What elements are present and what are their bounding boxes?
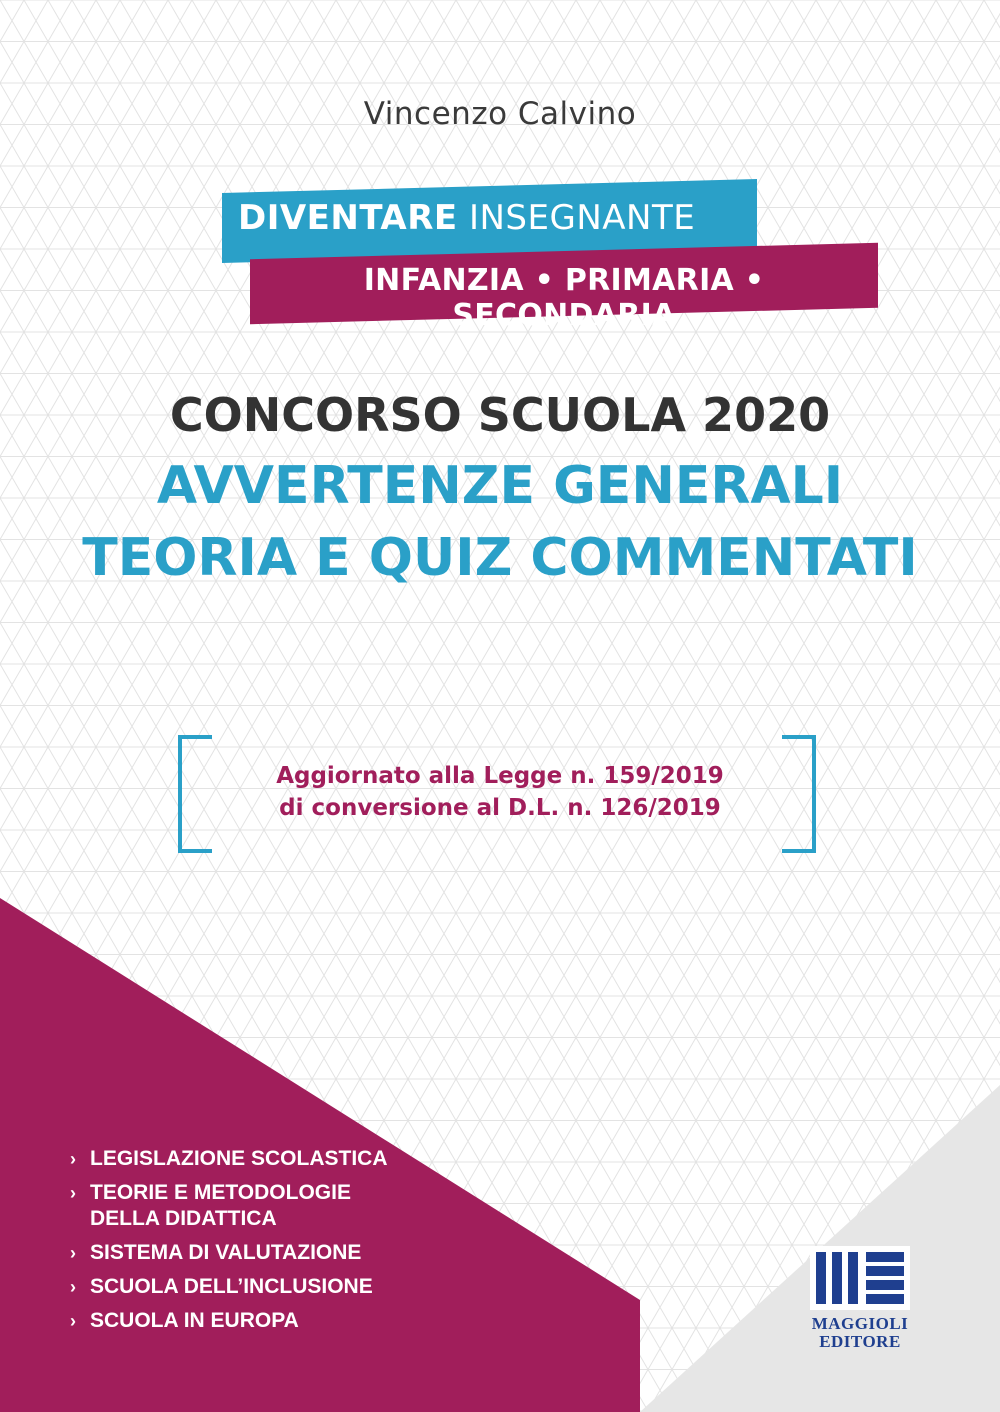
author-name: Vincenzo Calvino	[363, 96, 637, 132]
topic-text: TEORIE E METODOLOGIE	[90, 1181, 351, 1204]
book-title-line3: TEORIA E QUIZ COMMENTATI	[82, 528, 918, 588]
topic-item	[70, 1146, 388, 1172]
left-bracket	[178, 735, 212, 853]
maggioli-logo-icon	[810, 1246, 910, 1310]
topics-list	[70, 1146, 388, 1342]
book-title-line1: CONCORSO SCUOLA 2020	[169, 388, 831, 442]
book-title-line2: AVVERTENZE GENERALI	[156, 456, 844, 516]
right-bracket	[782, 735, 816, 853]
chevron-right-icon: ›	[70, 1277, 76, 1297]
update-note-line1: Aggiornato alla Legge n. 159/2019	[276, 763, 724, 789]
publisher-name-sub: EDITORE	[819, 1332, 901, 1351]
school-levels: INFANZIA • PRIMARIA • SECONDARIA	[363, 263, 765, 333]
topic-item	[70, 1240, 388, 1266]
chevron-right-icon: ›	[70, 1311, 76, 1331]
topic-item	[70, 1180, 388, 1232]
chevron-right-icon: ›	[70, 1183, 76, 1203]
update-note	[230, 760, 770, 824]
topic-text: DELLA DIDATTICA	[90, 1207, 277, 1230]
topic-text: SCUOLA DELL’INCLUSIONE	[90, 1275, 373, 1298]
topic-item	[70, 1274, 388, 1300]
topic-text: SCUOLA IN EUROPA	[90, 1309, 299, 1332]
series-title	[238, 198, 695, 238]
chevron-right-icon: ›	[70, 1243, 76, 1263]
topic-text: SISTEMA DI VALUTAZIONE	[90, 1241, 362, 1264]
update-note-line2: di conversione al D.L. n. 126/2019	[279, 795, 721, 821]
series-title-light: INSEGNANTE	[468, 198, 696, 238]
publisher-name: MAGGIOLI	[811, 1314, 909, 1333]
topic-text: LEGISLAZIONE SCOLASTICA	[90, 1147, 388, 1170]
topic-item	[70, 1308, 388, 1334]
series-title-bold: DIVENTARE	[238, 198, 458, 238]
chevron-right-icon: ›	[70, 1149, 76, 1169]
